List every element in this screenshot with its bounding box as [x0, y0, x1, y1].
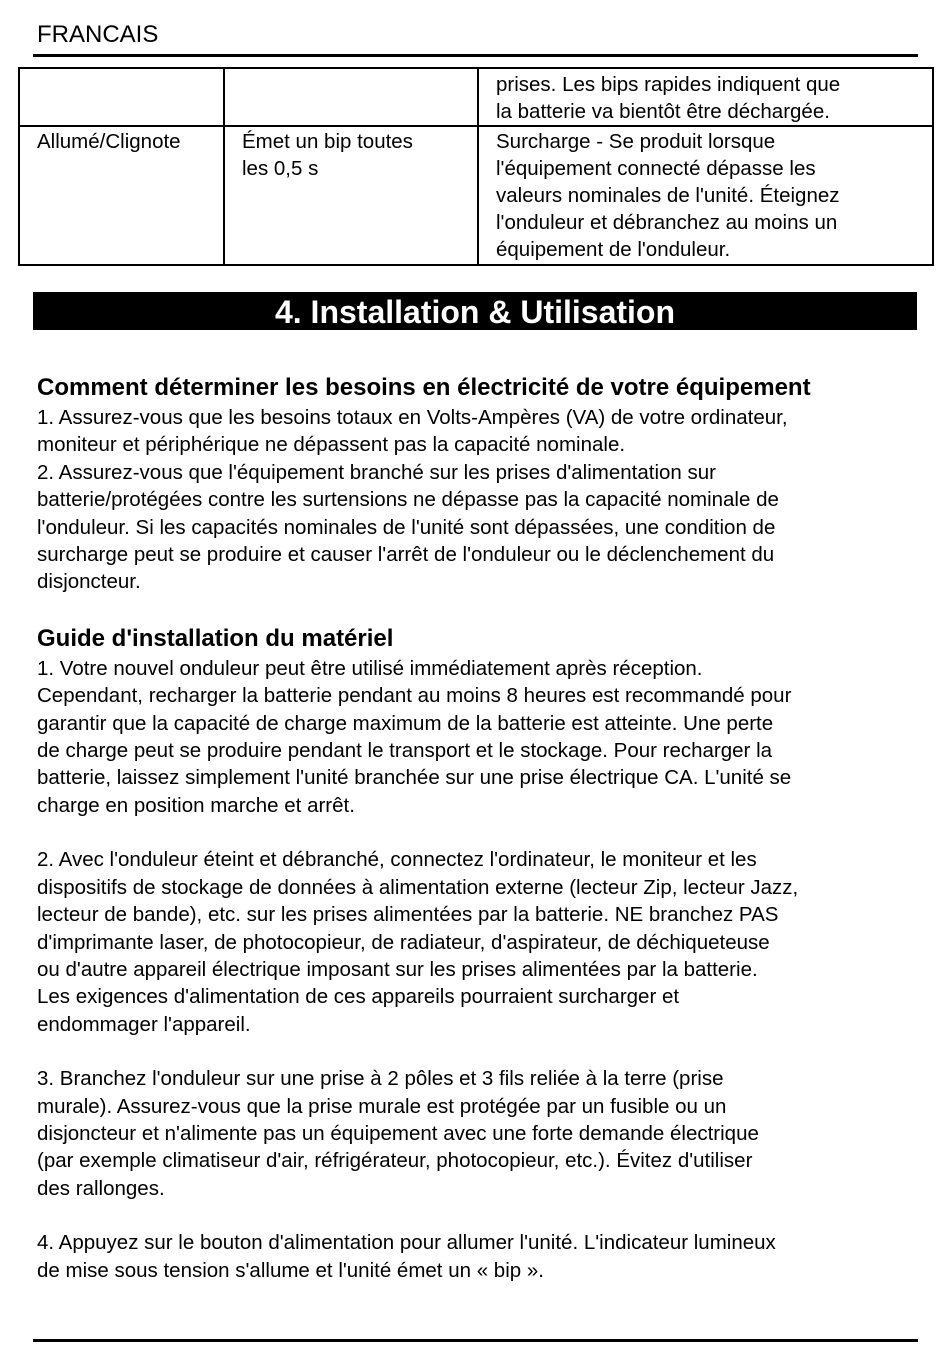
paragraph-line: Cependant, recharger la batterie pendant au moins 8 heures est recommandé pour: [37, 684, 792, 708]
power-requirements-body: [37, 404, 927, 596]
paragraph-line: des rallonges.: [37, 1176, 165, 1200]
hardware-step-3: [37, 1065, 927, 1202]
paragraph-line: batterie, laissez simplement l'unité branchée sur une prise électrique CA. L'unité se: [37, 766, 792, 790]
paragraph-line: Les exigences d'alimentation de ces appareils pourraient surcharger et: [37, 985, 680, 1009]
description-cell: [478, 126, 933, 265]
alarm-cell: [224, 126, 478, 265]
description-line: la batterie va bientôt être déchargée.: [496, 100, 830, 123]
paragraph-line: 2. Avec l'onduleur éteint et débranché, connectez l'ordinateur, le moniteur et les: [37, 848, 757, 872]
paragraph-line: moniteur et périphérique ne dépassent pas la capacité nominale.: [37, 433, 626, 457]
description-line: équipement de l'onduleur.: [496, 238, 731, 261]
header-rule: [33, 54, 918, 57]
paragraph-line: 1. Assurez-vous que les besoins totaux en Volts-Ampères (VA) de votre ordinateur,: [37, 406, 788, 429]
paragraph-line: d'imprimante laser, de photocopieur, de radiateur, d'aspirateur, de déchiqueteuse: [37, 930, 770, 954]
paragraph-line: (par exemple climatiseur d'air, réfrigérateur, photocopieur, etc.). Évitez d'utiliser: [37, 1149, 753, 1173]
description-line: valeurs nominales de l'unité. Éteignez: [496, 184, 840, 207]
alarm-line: les 0,5 s: [242, 157, 319, 180]
paragraph-line: 4. Appuyez sur le bouton d'alimentation pour allumer l'unité. L'indicateur lumineux: [37, 1231, 776, 1255]
footer-rule: [33, 1339, 918, 1342]
description-line: Surcharge - Se produit lorsque: [496, 130, 776, 153]
description-line: prises. Les bips rapides indiquent que: [496, 73, 841, 96]
hardware-step-2: [37, 846, 927, 1038]
power-requirements-heading: Comment déterminer les besoins en électricité de votre équipement: [37, 374, 811, 401]
paragraph-line: dispositifs de stockage de données à alimentation externe (lecteur Zip, lecteur Jazz,: [37, 875, 799, 899]
description-line: l'équipement connecté dépasse les: [496, 157, 816, 180]
table-row: [19, 126, 933, 265]
status-table: [18, 67, 934, 266]
indicator-cell: [19, 126, 224, 265]
paragraph-line: disjoncteur.: [37, 570, 141, 594]
indicator-cell: [19, 68, 224, 126]
paragraph-line: l'onduleur. Si les capacités nominales de l'unité sont dépassées, une condition de: [37, 515, 776, 539]
table-row: [19, 68, 933, 126]
description-cell: [478, 68, 933, 126]
paragraph-line: de charge peut se produire pendant le transport et le stockage. Pour recharger la: [37, 739, 773, 763]
hardware-step-1: [37, 655, 927, 819]
hardware-guide-heading: Guide d'installation du matériel: [37, 624, 394, 652]
section-title: 4. Installation & Utilisation: [33, 292, 917, 330]
paragraph-line: 2. Assurez-vous que l'équipement branché sur les prises d'alimentation sur: [37, 460, 716, 484]
paragraph-line: disjoncteur et n'alimente pas un équipement avec une forte demande électrique: [37, 1121, 759, 1145]
indicator-label: Allumé/Clignote: [37, 130, 181, 153]
paragraph-line: garantir que la capacité de charge maximum de la batterie est atteinte. Une perte: [37, 711, 774, 735]
paragraph-line: murale). Assurez-vous que la prise murale est protégée par un fusible ou un: [37, 1094, 727, 1118]
description-line: l'onduleur et débranchez au moins un: [496, 211, 838, 234]
paragraph-line: endommager l'appareil.: [37, 1012, 251, 1036]
paragraph-line: surcharge peut se produire et causer l'arrêt de l'onduleur ou le déclenchement du: [37, 543, 775, 567]
hardware-step-4: [37, 1229, 927, 1284]
paragraph-line: batterie/protégées contre les surtensions ne dépasse pas la capacité nominale de: [37, 488, 779, 512]
paragraph-line: ou d'autre appareil électrique imposant sur les prises alimentées par la batterie.: [37, 957, 758, 981]
paragraph-line: lecteur de bande), etc. sur les prises alimentées par la batterie. NE branchez PAS: [37, 903, 779, 927]
page-content: [37, 372, 927, 1284]
alarm-cell: [224, 68, 478, 126]
language-header: FRANCAIS: [37, 21, 159, 48]
paragraph-line: charge en position marche et arrêt.: [37, 793, 355, 817]
paragraph-line: de mise sous tension s'allume et l'unité émet un « bip ».: [37, 1258, 544, 1282]
paragraph-line: 1. Votre nouvel onduleur peut être utilisé immédiatement après réception.: [37, 656, 703, 680]
alarm-line: Émet un bip toutes: [242, 130, 413, 153]
paragraph-line: 3. Branchez l'onduleur sur une prise à 2 pôles et 3 fils reliée à la terre (prise: [37, 1067, 724, 1091]
